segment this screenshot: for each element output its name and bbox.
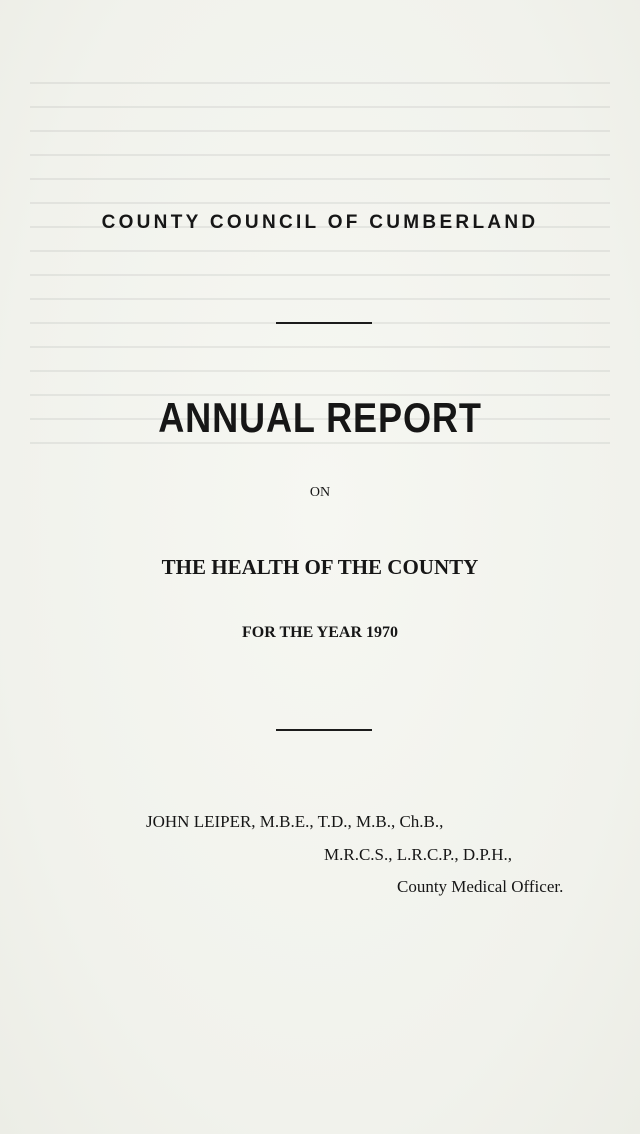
- council-heading: COUNTY COUNCIL OF CUMBERLAND: [101, 212, 539, 233]
- report-subject: THE HEALTH OF THE COUNTY: [161, 555, 479, 579]
- divider-middle: [276, 729, 372, 731]
- report-period: FOR THE YEAR 1970: [241, 624, 398, 641]
- author-degrees: M.R.C.S., L.R.C.P., D.P.H.,: [324, 845, 513, 864]
- report-title: ANNUAL REPORT: [158, 394, 482, 441]
- divider-top: [276, 322, 372, 324]
- author-position: County Medical Officer.: [397, 877, 564, 896]
- author-name: JOHN LEIPER, M.B.E., T.D., M.B., Ch.B.,: [146, 812, 444, 831]
- title-connector: ON: [309, 485, 331, 500]
